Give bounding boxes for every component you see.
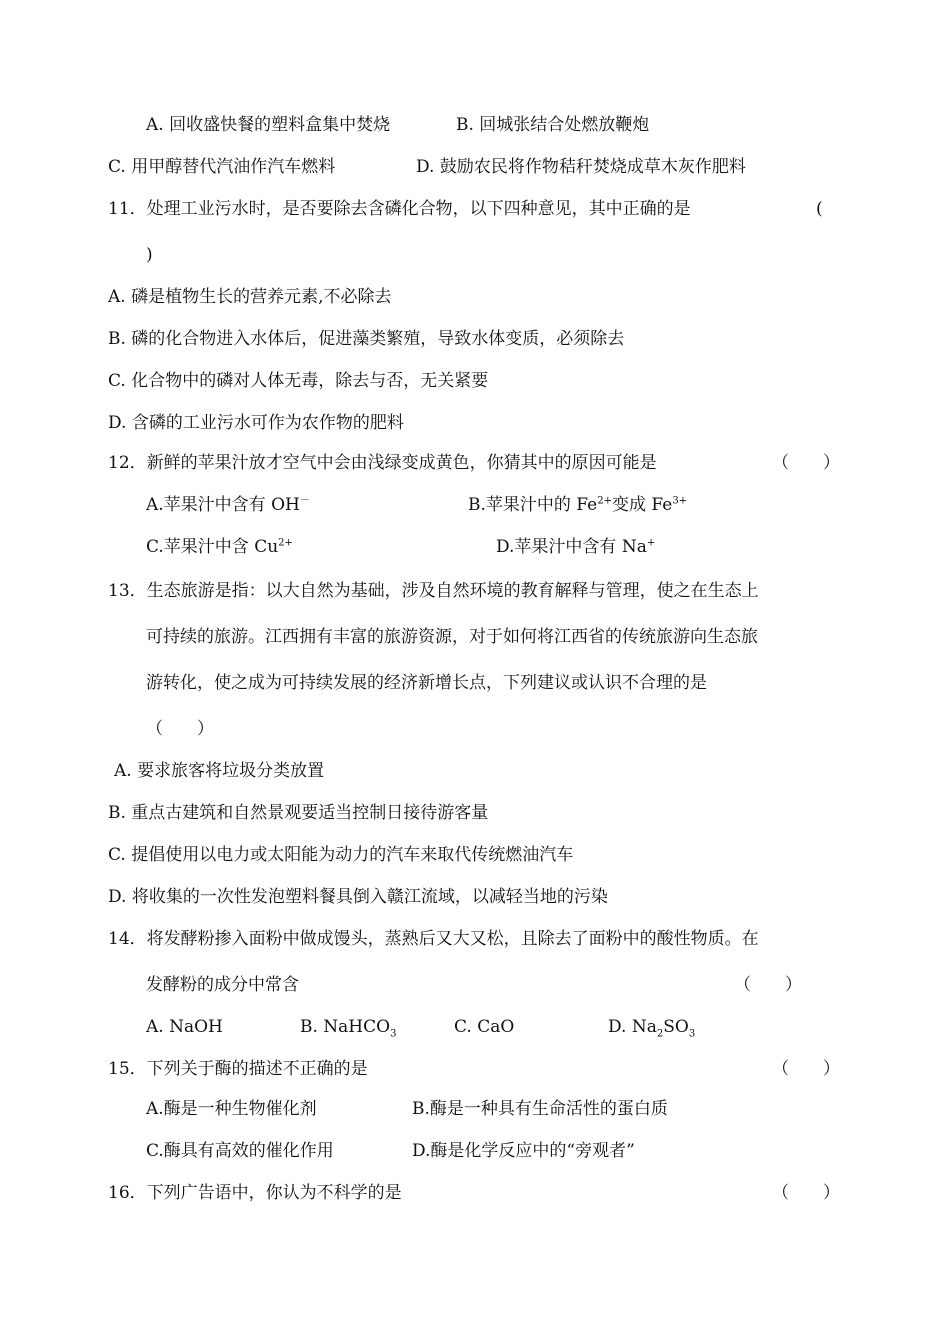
q10-option-c: C. 用甲醇替代汽油作汽车燃料 [108,157,336,177]
q14-option-b-text: B. NaHCO [300,1017,391,1037]
q10-option-a: A. 回收盛快餐的塑料盒集中焚烧 [146,115,391,135]
q10-option-b: B. 回城张结合处燃放鞭炮 [456,115,650,135]
q13-option-c: C. 提倡使用以电力或太阳能为动力的汽车来取代传统燃油汽车 [108,845,574,865]
q15-option-d: D.酶是化学反应中的“旁观者” [412,1141,635,1161]
q12-option-c-text: C.苹果汁中含 Cu [146,537,279,557]
q12-option-d-text: D.苹果汁中含有 Na [496,537,647,557]
q14-answer-paren: （ ） [734,975,802,995]
q14-option-c: C. CaO [454,1017,515,1037]
q11-option-b: B. 磷的化合物进入水体后，促进藻类繁殖，导致水体变质，必须除去 [108,329,625,349]
q11-paren-open: ( [816,199,823,219]
q12-option-a-text: A.苹果汁中含有 OH [146,495,300,515]
q10-option-d: D. 鼓励农民将作物秸秆焚烧成草木灰作肥料 [416,157,746,177]
q12-answer-paren: （ ） [772,453,840,473]
q13-answer-paren: （ ） [146,719,214,739]
q13-stem-line3: 游转化，使之成为可持续发展的经济新增长点，下列建议或认识不合理的是 [146,673,707,693]
q13-stem-line2: 可持续的旅游。江西拥有丰富的旅游资源，对于如何将江西省的传统旅游向生态旅 [146,627,758,647]
q11-option-a: A. 磷是植物生长的营养元素,不必除去 [108,287,392,307]
q12-option-b-charge2: 3+ [672,495,688,507]
q12-option-d-charge: + [646,537,656,549]
q15-stem: 15．下列关于酶的描述不正确的是 [108,1059,368,1079]
q12-option-a-charge: － [299,495,310,507]
q11-option-d: D. 含磷的工业污水可作为农作物的肥料 [108,413,404,433]
q15-option-c: C.酶具有高效的催化作用 [146,1141,334,1161]
q11-stem: 11．处理工业污水时，是否要除去含磷化合物，以下四种意见，其中正确的是 [108,199,691,219]
q12-option-b-charge1: 2+ [597,495,612,507]
q14-stem-line1: 14．将发酵粉掺入面粉中做成馒头，蒸熟后又大又松，且除去了面粉中的酸性物质。在 [108,929,759,949]
q12-option-b [468,494,687,516]
q12-stem: 12．新鲜的苹果汁放才空气中会由浅绿变成黄色，你猜其中的原因可能是 [108,453,657,473]
q14-option-b [300,1016,396,1038]
q15-answer-paren: （ ） [772,1059,840,1079]
q15-option-b: B.酶是一种具有生命活性的蛋白质 [412,1099,668,1119]
q14-option-b-subscript: 3 [390,1028,397,1040]
q12-option-b-text2: 变成 Fe [611,495,673,515]
q14-option-d [608,1016,695,1038]
q12-option-d [496,536,655,558]
q13-option-d: D. 将收集的一次性发泡塑料餐具倒入赣江流域，以减轻当地的污染 [108,887,608,907]
q12-option-b-text: B.苹果汁中的 Fe [468,495,598,515]
q13-option-a: A. 要求旅客将垃圾分类放置 [114,761,325,781]
q14-stem-line2: 发酵粉的成分中常含 [146,975,299,995]
q13-option-b: B. 重点古建筑和自然景观要适当控制日接待游客量 [108,803,489,823]
q14-option-a: A. NaOH [146,1017,223,1037]
q16-answer-paren: （ ） [772,1183,840,1203]
q12-option-a [146,494,310,516]
q11-paren-close: ) [146,245,153,265]
q14-option-d-subscript1: 2 [656,1028,664,1040]
q16-stem: 16．下列广告语中，你认为不科学的是 [108,1183,402,1203]
q12-option-c [146,536,293,558]
q15-option-a: A.酶是一种生物催化剂 [146,1099,317,1119]
q14-option-d-text2: SO [663,1017,689,1037]
q13-stem-line1: 13．生态旅游是指：以大自然为基础，涉及自然环境的教育解释与管理，使之在生态上 [108,581,759,601]
q12-option-c-charge: 2+ [278,537,293,549]
q14-option-d-subscript2: 3 [688,1028,696,1040]
q14-option-d-text: D. Na [608,1017,657,1037]
q11-option-c: C. 化合物中的磷对人体无毒，除去与否，无关紧要 [108,371,489,391]
